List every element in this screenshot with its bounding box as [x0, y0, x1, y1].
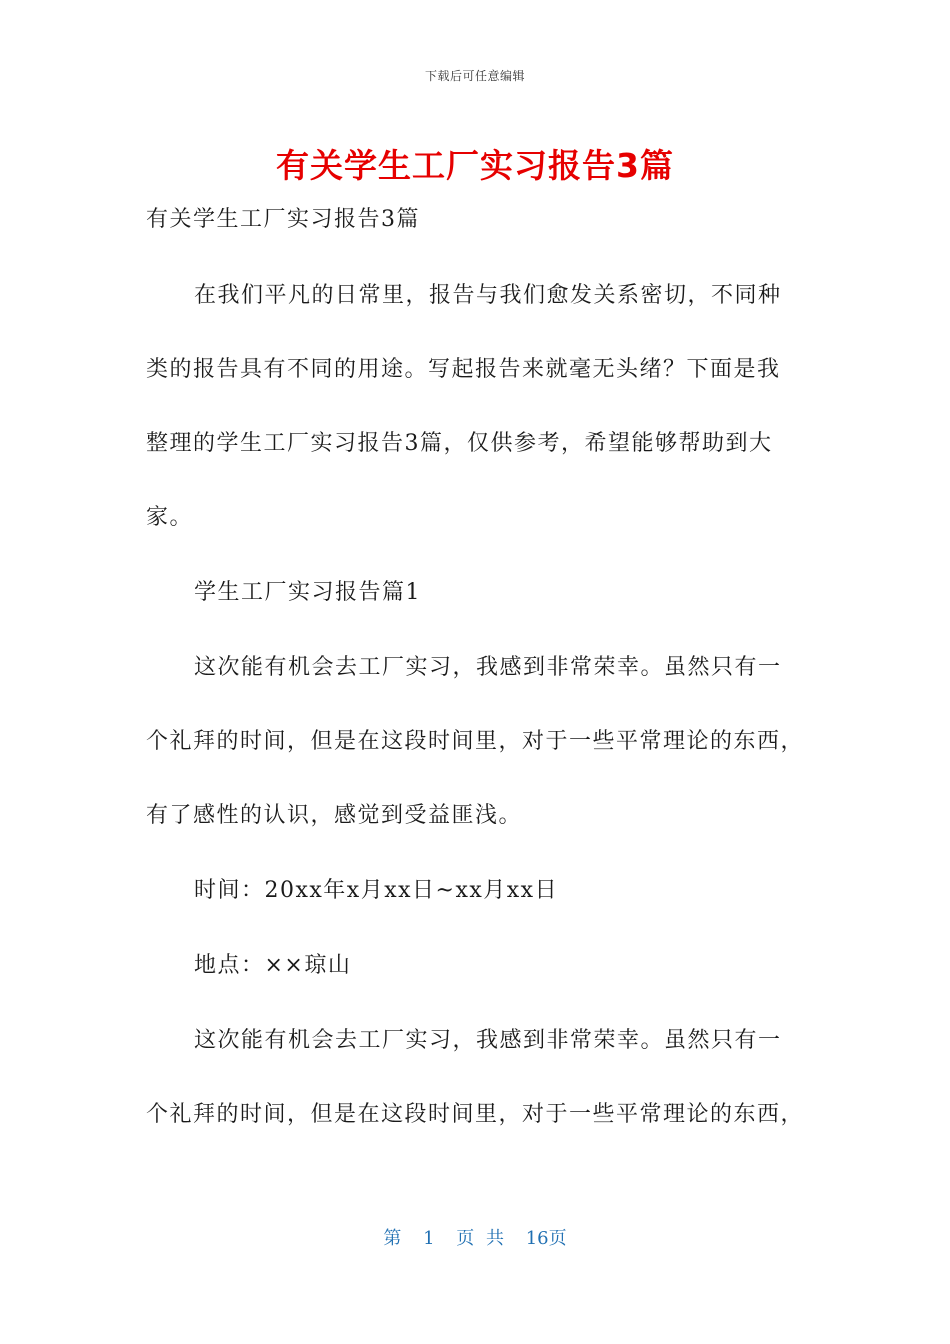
section-heading: 学生工厂实习报告篇1 — [194, 580, 421, 605]
page-label-mid: 页 共 — [456, 1228, 504, 1249]
paragraph-line: 有了感性的认识，感觉到受益匪浅。 — [146, 803, 523, 828]
paragraph-line: 个礼拜的时间，但是在这段时间里，对于一些平常理论的东西， — [146, 1102, 805, 1127]
location-line: 地点：××琼山 — [194, 953, 352, 978]
header-note: 下载后可任意编辑 — [424, 69, 525, 83]
paragraph-line: 这次能有机会去工厂实习，我感到非常荣幸。虽然只有一 — [194, 655, 782, 680]
page-footer — [0, 1224, 950, 1250]
paragraph-line: 家。 — [146, 505, 194, 530]
time-line: 时间：20xx年x月xx日~xx月xx日 — [194, 878, 559, 903]
paragraph-line: 类的报告具有不同的用途。写起报告来就毫无头绪？下面是我 — [146, 357, 781, 382]
paragraph-line: 在我们平凡的日常里，报告与我们愈发关系密切，不同种 — [194, 283, 782, 308]
page-label-prefix: 第 — [383, 1228, 402, 1249]
subtitle-line: 有关学生工厂实习报告3篇 — [146, 207, 420, 232]
paragraph-line: 整理的学生工厂实习报告3篇，仅供参考，希望能够帮助到大 — [146, 431, 773, 456]
paragraph-line: 个礼拜的时间，但是在这段时间里，对于一些平常理论的东西， — [146, 729, 805, 754]
total-pages: 16页 — [525, 1228, 567, 1249]
paragraph-line: 这次能有机会去工厂实习，我感到非常荣幸。虽然只有一 — [194, 1028, 782, 1053]
current-page-number: 1 — [423, 1228, 435, 1249]
document-title: 有关学生工厂实习报告3篇 — [276, 146, 674, 185]
